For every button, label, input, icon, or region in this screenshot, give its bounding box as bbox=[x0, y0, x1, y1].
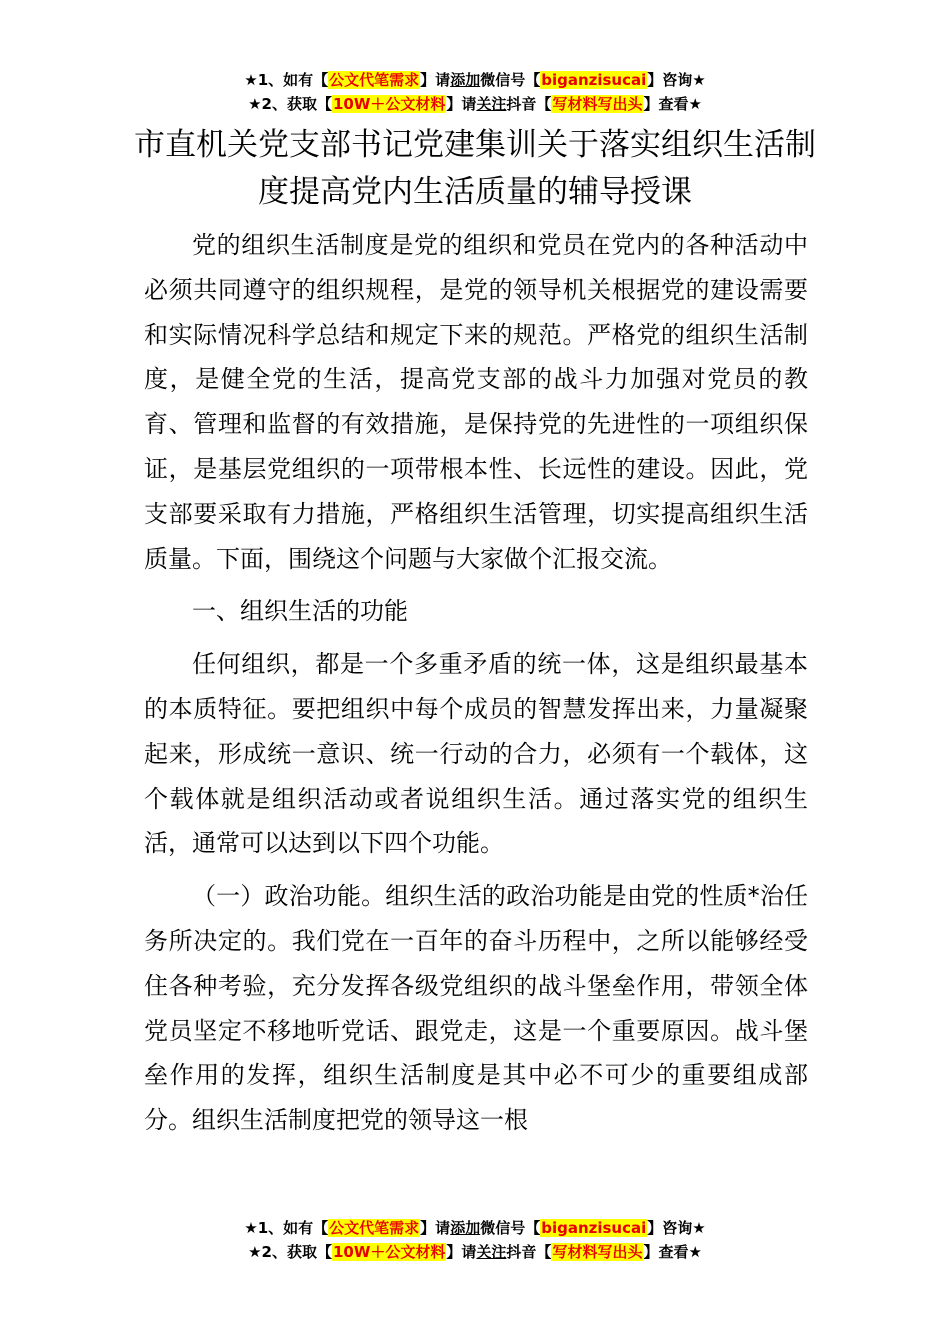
promo-text: 】咨询★ bbox=[647, 71, 706, 89]
promo-text: ★2、获取【 bbox=[248, 1243, 332, 1261]
document-title: 市直机关党支部书记党建集训关于落实组织生活制度提高党内生活质量的辅导授课 bbox=[134, 127, 816, 210]
promo-text: 微信号【 bbox=[480, 1219, 541, 1237]
promo-text: 】查看★ bbox=[643, 95, 702, 113]
promo-line-2 bbox=[0, 92, 950, 116]
promo-text: ★2、获取【 bbox=[248, 95, 332, 113]
promo-text: 】请 bbox=[446, 1243, 477, 1261]
document-body bbox=[144, 223, 808, 1151]
promo-highlight: 公文代笔需求 bbox=[329, 1219, 420, 1237]
promo-underline: 添加 bbox=[450, 1219, 481, 1237]
promo-line-1 bbox=[0, 68, 950, 92]
promo-wechat-id: biganzisucai bbox=[541, 71, 647, 89]
promo-header bbox=[0, 68, 950, 116]
promo-text: 】请 bbox=[446, 95, 477, 113]
promo-text: 】请 bbox=[420, 71, 451, 89]
promo-line-1 bbox=[0, 1216, 950, 1240]
promo-text: ★1、如有【 bbox=[244, 1219, 329, 1237]
promo-text: 】请 bbox=[420, 1219, 451, 1237]
promo-footer bbox=[0, 1216, 950, 1264]
promo-text: 抖音【 bbox=[506, 95, 552, 113]
promo-douyin-id: 写材料写出头 bbox=[552, 1243, 643, 1261]
promo-underline: 添加 bbox=[450, 71, 481, 89]
promo-line-2 bbox=[0, 1240, 950, 1264]
promo-text: 】查看★ bbox=[643, 1243, 702, 1261]
section-heading: 一、组织生活的功能 bbox=[192, 597, 408, 626]
promo-wechat-id: biganzisucai bbox=[541, 1219, 647, 1237]
promo-highlight: 10W＋公文材料 bbox=[332, 1243, 446, 1261]
promo-underline: 关注 bbox=[476, 95, 507, 113]
body-paragraph: 党的组织生活制度是党的组织和党员在党内的各种活动中必须共同遵守的组织规程，是党的领导机关根据党的建设需要和实际情况科学总结和规定下来的规范。严格党的组织生活制度，是健全党的生活，提高党支部的战斗力加强对党员的教育、管理和监督的有效措施，是保持党的先进性的一项组织保证，是基层党组织的一项带根本性、长远性的建设。因此，党支部要采取有力措施，严格组织生活管理，切实提高组织生活质量。下面，围绕这个问题与大家做个汇报交流。 bbox=[144, 231, 808, 573]
promo-underline: 关注 bbox=[476, 1243, 507, 1261]
body-paragraph: 任何组织，都是一个多重矛盾的统一体，这是组织最基本的本质特征。要把组织中每个成员的智慧发挥出来，力量凝聚起来，形成统一意识、统一行动的合力，必须有一个载体，这个载体就是组织活动或者说组织生活。通过落实党的组织生活，通常可以达到以下四个功能。 bbox=[144, 650, 808, 858]
promo-text: 】咨询★ bbox=[647, 1219, 706, 1237]
promo-highlight: 10W＋公文材料 bbox=[332, 95, 446, 113]
promo-douyin-id: 写材料写出头 bbox=[552, 95, 643, 113]
promo-highlight: 公文代笔需求 bbox=[329, 71, 420, 89]
promo-text: 抖音【 bbox=[506, 1243, 552, 1261]
promo-text: 微信号【 bbox=[480, 71, 541, 89]
body-paragraph: （一）政治功能。组织生活的政治功能是由党的性质*治任务所决定的。我们党在一百年的奋斗历程中，之所以能够经受住各种考验，充分发挥各级党组织的战斗堡垒作用，带领全体党员坚定不移地听党话、跟党走，这是一个重要原因。战斗堡垒作用的发挥，组织生活制度是其中必不可少的重要组成部分。组织生活制度把党的领导这一根 bbox=[144, 882, 808, 1135]
promo-text: ★1、如有【 bbox=[244, 71, 329, 89]
